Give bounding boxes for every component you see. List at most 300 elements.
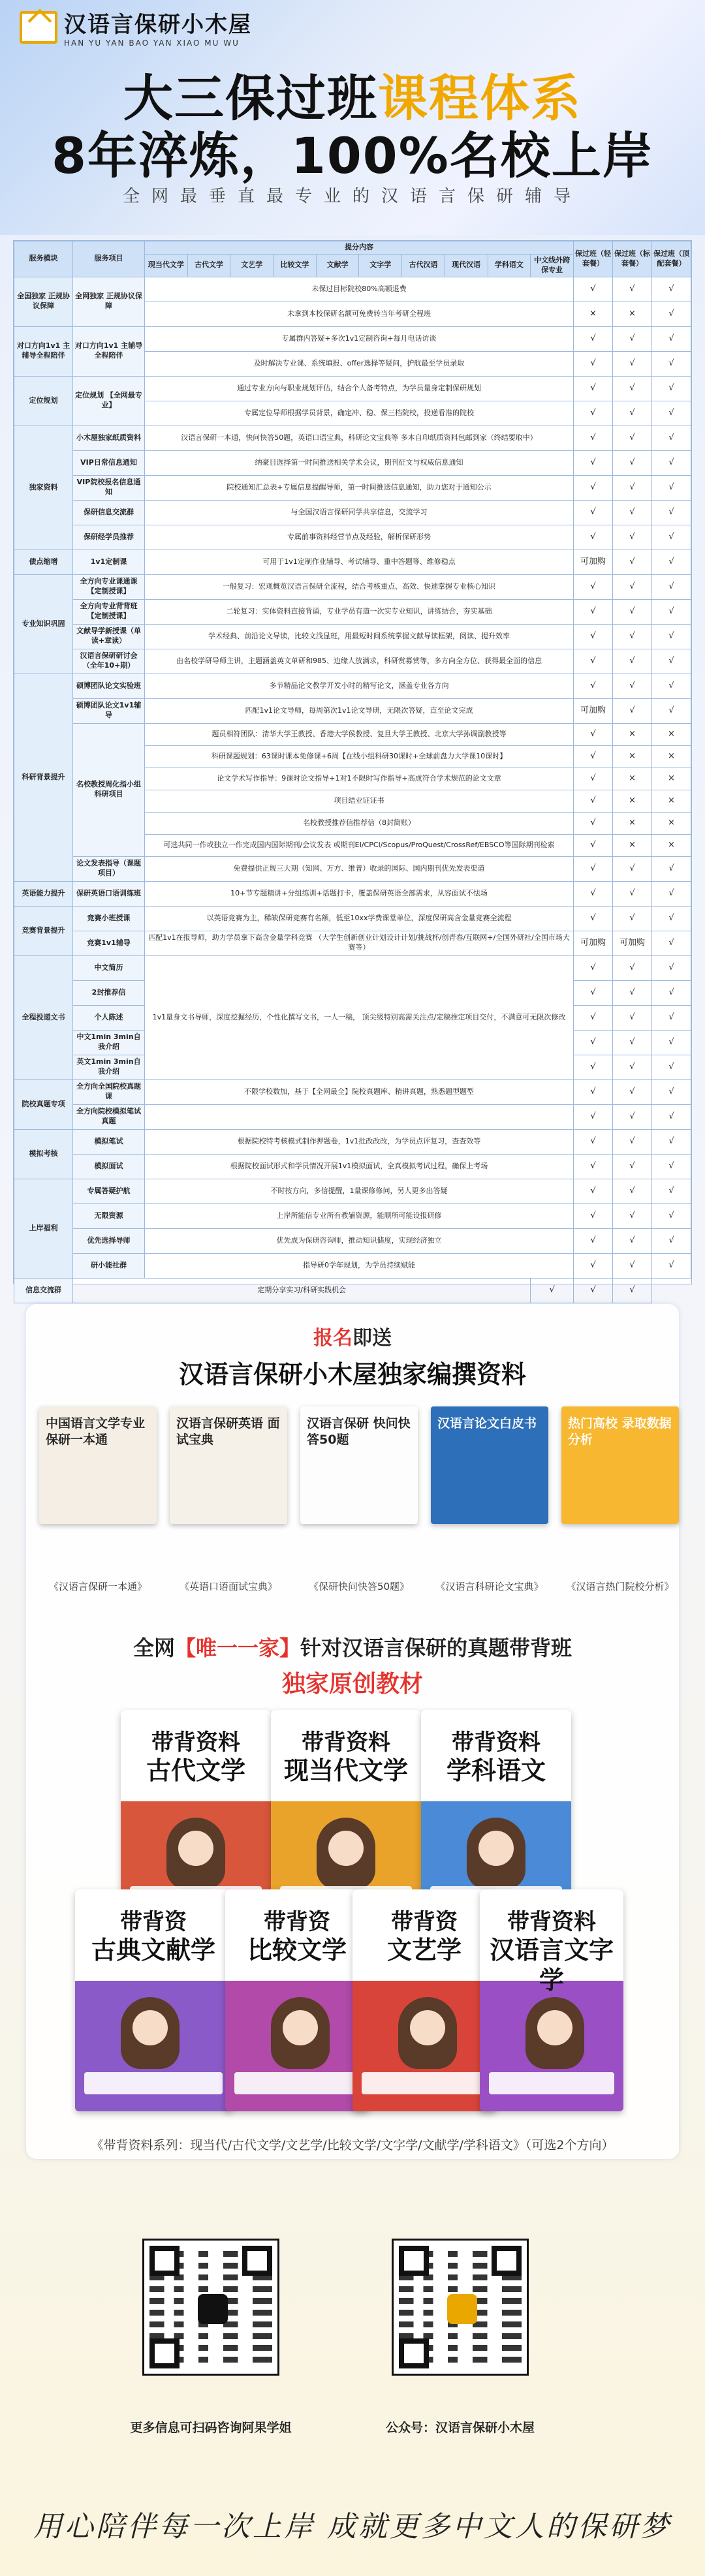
plan-mark: √ [652, 1203, 691, 1228]
plan-mark: √ [574, 1079, 613, 1104]
book-cover [431, 1406, 548, 1524]
book-caption: 《汉语言保研一本通》 [48, 1581, 147, 1592]
content-cell: 专属定位导师根据学员背景，确定冲、稳、保三档院校，投递看准的院校 [145, 401, 574, 426]
plan-mark: × [652, 723, 691, 745]
plan-mark: √ [574, 426, 613, 450]
book-caption: 《汉语言热门院校分析》 [566, 1581, 674, 1592]
plan-mark: √ [574, 723, 613, 745]
content-cell: 科研课题规划：63课时课本免修课+6周【在线小组科研30课时+全球前盘力大学课10课时】 [145, 745, 574, 768]
module-cell: 模拟考核 [14, 1129, 73, 1179]
table-row [14, 574, 691, 599]
subject-header: 现代汉语 [445, 254, 488, 277]
item-cell: 全方向全国院校真题课 [73, 1079, 145, 1104]
table-row [14, 1079, 691, 1104]
qr-right-caption: 公众号：汉语言保研小木屋 [385, 2421, 535, 2435]
plan-mark: √ [613, 277, 652, 302]
content-cell: 1v1量身文书导师，深度挖掘经历，个性化撰写文书，一人一稿， 顶尖级特别高需关注点/定稿推定项目交付，不满意可无限次修改 [145, 955, 574, 1079]
plan-mark: √ [613, 500, 652, 525]
content-cell: 项目结业证证书 [145, 790, 574, 812]
item-cell: 名校教授周化指小组科研项目 [73, 723, 145, 856]
plan-mark: √ [613, 1030, 652, 1055]
book-list [0, 1406, 705, 1524]
plan-mark: √ [574, 856, 613, 881]
content-cell: 匹配1v1在报导师，助力学员拿下高含金量学科竞赛 （大学生创新创业计划设计计划/挑战杯/创青春/互联网+/全国外研社/全国市场大赛等） [145, 931, 574, 955]
item-cell: 保研经学员推荐 [73, 525, 145, 550]
plan-mark: √ [574, 1228, 613, 1253]
plan-mark: √ [574, 1203, 613, 1228]
plan-mark: √ [574, 1005, 613, 1030]
plan-mark: √ [613, 401, 652, 426]
textbook-card [480, 1889, 623, 2111]
item-cell: 文献导学新授课（单读+章读） [73, 624, 145, 649]
item-cell: 全方向专业背背班 【定制授课】 [73, 599, 145, 624]
table-row [14, 550, 691, 574]
plan-mark: √ [574, 599, 613, 624]
content-cell: 未拿到本校保研名额可免费转当年考研全程班 [145, 302, 574, 326]
plan-mark: √ [613, 450, 652, 475]
item-cell: 中文简历 [73, 955, 145, 980]
content-cell: 不限学校数加，基于【全网最全】院校真题库、精讲真题，熟悉题型题型 [145, 1079, 574, 1104]
table-row [14, 500, 691, 525]
plan-mark: √ [652, 351, 691, 376]
plan-mark: √ [613, 1079, 652, 1104]
plan-mark: √ [652, 1154, 691, 1179]
book-cover [170, 1406, 287, 1524]
content-cell: 免费提供正规三大期（知网、万方、维普）收录的国际、国内期刊优先发表渠道 [145, 856, 574, 881]
table-row [14, 1253, 691, 1278]
plan-mark: √ [574, 277, 613, 302]
plan-mark: √ [613, 856, 652, 881]
item-cell: 汉语言保研研讨会（全年10+期） [73, 649, 145, 674]
promo1-subtitle: 汉语言保研小木屋独家编撰资料 [178, 1360, 526, 1389]
table-row [14, 475, 691, 500]
plan-mark: √ [652, 931, 691, 955]
plan-mark: × [613, 768, 652, 790]
content-cell: 可选共同一作或独立一作完成国内国际期刊/会议发表 或期刊EI/CPCI/Scopus/ProQuest/CrossRef/EBSCO等国际期刊检索 [145, 834, 574, 856]
module-cell: 英语能力提升 [14, 881, 73, 906]
content-cell: 一般复习：宏观概览汉语言保研全流程，结合考核重点、高效、快速掌握专业核心知识 [145, 574, 574, 599]
content-cell: 院校通知汇总表+专属信息提醒导师，第一时间推送信息通知，助力您对于通知公示 [145, 475, 574, 500]
plan-mark: √ [652, 426, 691, 450]
hero-subtitle: 全网最垂直最专业的汉语言保研辅导 [122, 187, 582, 206]
table-row [14, 426, 691, 450]
content-cell [145, 1104, 574, 1129]
plan-mark: √ [574, 1253, 613, 1278]
plan-mark: √ [574, 980, 613, 1005]
module-cell: 对口方向1v1 主辅导全程陪伴 [14, 326, 73, 376]
plan-mark: √ [574, 906, 613, 931]
hero-title-1: 大三保过班课程体系 [123, 69, 582, 127]
plan-mark: √ [613, 525, 652, 550]
cards-caption: 《带背资料系列：现当代/古代文学/文艺学/比较文学/文字学/文献学/学科语文》（可选2个方向） [91, 2138, 614, 2152]
plan-mark: × [613, 302, 652, 326]
table-row [14, 1154, 691, 1179]
plan-mark: × [652, 834, 691, 856]
card-line-1: 带背资料 [151, 1730, 240, 1756]
plan-mark: √ [613, 426, 652, 450]
plan-mark: √ [613, 351, 652, 376]
table-row [14, 1203, 691, 1228]
header-plan-3: 保过班（顶配套餐） [652, 241, 691, 277]
plan-mark: × [613, 745, 652, 768]
item-cell: 硕博团队论文实验班 [73, 674, 145, 698]
content-cell: 汉语言保研一本通，快问快答50题，英语口语宝典，科研论文宝典等 多本自印纸质资料包邮到家（终结要取中） [145, 426, 574, 450]
plan-mark: √ [613, 1104, 652, 1129]
book-cover [300, 1406, 418, 1524]
plan-mark: √ [613, 881, 652, 906]
plan-mark: √ [652, 1079, 691, 1104]
plan-mark: √ [574, 674, 613, 698]
content-cell: 不时按方向，多信提醒，1量课修修问，另人更多出答疑 [145, 1179, 574, 1203]
plan-mark: √ [652, 302, 691, 326]
plan-mark: √ [613, 1203, 652, 1228]
card-line-1: 带背资 [264, 1909, 330, 1935]
plan-mark: √ [652, 980, 691, 1005]
card-line-1: 带背资 [120, 1909, 187, 1935]
plan-mark: √ [574, 812, 613, 834]
plan-mark: √ [652, 856, 691, 881]
table-row [14, 599, 691, 624]
plan-mark: √ [574, 326, 613, 351]
content-cell: 专属前事资料经营节点及经验，解析保研形势 [145, 525, 574, 550]
item-cell: 专属答疑护航 [73, 1179, 145, 1203]
item-cell: VIP院校报名信息通知 [73, 475, 145, 500]
module-cell: 全国独家 正规协议保障 [14, 277, 73, 326]
card-line-1: 带背资料 [302, 1730, 390, 1756]
plan-mark: √ [613, 1055, 652, 1079]
plan-mark: √ [613, 906, 652, 931]
plan-mark: √ [574, 450, 613, 475]
module-cell: 定位规划 [14, 376, 73, 426]
plan-mark: × [574, 302, 613, 326]
promo2-title: 全网【唯一一家】针对汉语言保研的真题带背班 [133, 1636, 572, 1660]
plan-mark: √ [574, 475, 613, 500]
table-row [14, 1228, 691, 1253]
plan-mark: √ [652, 1104, 691, 1129]
plan-mark: × [652, 745, 691, 768]
plan-mark: √ [652, 1228, 691, 1253]
promo1-title: 报名即送 [313, 1327, 392, 1350]
plan-mark: √ [652, 500, 691, 525]
item-cell: 论文发表指导（课题项目） [73, 856, 145, 881]
plan-mark: √ [574, 1129, 613, 1154]
brand-name: 汉语言保研小木屋 [64, 12, 252, 38]
plan-mark: √ [574, 500, 613, 525]
item-cell: 英文1min 3min自我介绍 [73, 1055, 145, 1079]
plan-mark: √ [652, 881, 691, 906]
plan-mark: 可加购 [574, 931, 613, 955]
plan-mark: × [652, 790, 691, 812]
slogan: 用心陪伴每一次上岸 成就更多中文人的保研梦 [33, 2510, 672, 2543]
plan-mark: √ [613, 1154, 652, 1179]
plan-mark: √ [574, 745, 613, 768]
plan-mark: √ [574, 525, 613, 550]
book-caption: 《汉语言科研论文宝典》 [435, 1581, 544, 1592]
book-cover [39, 1406, 157, 1524]
plan-mark: √ [613, 980, 652, 1005]
subject-header: 现当代文学 [145, 254, 188, 277]
item-cell: 中文1min 3min自我介绍 [73, 1030, 145, 1055]
plan-mark: √ [652, 1055, 691, 1079]
plan-mark: √ [652, 376, 691, 401]
plan-mark: √ [613, 1228, 652, 1253]
plan-mark: × [613, 834, 652, 856]
house-icon [20, 11, 57, 44]
plan-mark: √ [652, 649, 691, 674]
content-cell: 由名校学研导师主讲，主题涵盖英文单研和985、边缘人放满求，科研赏募赏等，多方向全方位、获得最全面的信息 [145, 649, 574, 674]
item-cell: 保研信息交流群 [73, 500, 145, 525]
item-cell: 无限资源 [73, 1203, 145, 1228]
plan-mark: √ [613, 599, 652, 624]
brand-pinyin: HAN YU YAN BAO YAN XIAO MU WU [64, 39, 240, 48]
plan-mark: √ [574, 401, 613, 426]
item-cell: 模拟面试 [73, 1154, 145, 1179]
plan-mark: √ [652, 1179, 691, 1203]
module-cell: 独家资料 [14, 426, 73, 550]
textbook-card [352, 1889, 496, 2111]
table-row [14, 698, 691, 723]
plan-mark: √ [652, 599, 691, 624]
header-plan-1: 保过班（轻套餐） [574, 241, 613, 277]
item-cell: 信息交流群 [14, 1278, 73, 1303]
plan-mark: × [652, 768, 691, 790]
plan-mark: √ [652, 906, 691, 931]
module-cell: 院校真题专项 [14, 1079, 73, 1129]
content-cell: 定期分享实习/科研实践机会 [73, 1278, 531, 1303]
plan-mark: √ [613, 1253, 652, 1278]
plan-mark: √ [652, 955, 691, 980]
plan-mark: √ [574, 574, 613, 599]
plan-mark: √ [652, 401, 691, 426]
table-row [14, 376, 691, 401]
module-cell: 上岸福利 [14, 1179, 73, 1278]
table-row [14, 1129, 691, 1154]
header-item: 服务项目 [73, 241, 145, 277]
module-cell: 专业知识巩固 [14, 574, 73, 674]
plan-mark: √ [652, 674, 691, 698]
item-cell: 全方向院校模拟笔试真题 [73, 1104, 145, 1129]
plan-mark: √ [652, 550, 691, 574]
content-cell: 未保过目标院校80%高额退费 [145, 277, 574, 302]
table-row [14, 931, 691, 955]
plan-mark: √ [574, 955, 613, 980]
qr-left-caption: 更多信息可扫码咨询阿果学姐 [130, 2421, 292, 2435]
content-cell: 及时解决专业课、系统填报、offer选择等疑问，护航最至学员录取 [145, 351, 574, 376]
card-line-2: 汉语言文字学 [489, 1936, 614, 1994]
table-row [14, 955, 691, 980]
item-cell: VIP日常信息通知 [73, 450, 145, 475]
card-line-1: 带背资料 [452, 1730, 540, 1756]
item-cell: 研小能社群 [73, 1253, 145, 1278]
book-title: 汉语言保研 快问快答50题 [307, 1416, 411, 1447]
plan-mark: √ [652, 277, 691, 302]
plan-mark: √ [574, 768, 613, 790]
plan-mark: √ [613, 1005, 652, 1030]
table-row [14, 277, 691, 302]
book-caption: 《保研快问快答50题》 [308, 1581, 410, 1592]
module-cell: 债点缩增 [14, 550, 73, 574]
plan-mark: √ [613, 624, 652, 649]
plan-mark: √ [574, 790, 613, 812]
book-cover [561, 1406, 679, 1524]
subject-header: 文献学 [316, 254, 359, 277]
plan-mark: √ [574, 1030, 613, 1055]
table-row [14, 674, 691, 698]
plan-mark: √ [613, 955, 652, 980]
wechat-qr-code[interactable] [142, 2239, 279, 2376]
item-cell: 个人陈述 [73, 1005, 145, 1030]
table-row [14, 624, 691, 649]
subject-header: 学科语文 [488, 254, 531, 277]
content-cell: 10+节专题精讲+分组练训+话题打卡，覆盖保研英语全部需求，从容面试不怯场 [145, 881, 574, 906]
card-line-2: 现当代文学 [283, 1756, 408, 1785]
item-cell: 小木屋独家纸质资料 [73, 426, 145, 450]
plan-mark: 可加购 [574, 698, 613, 723]
plan-mark: √ [652, 326, 691, 351]
header-content: 提分内容 [145, 241, 574, 255]
book-title: 热门高校 录取数据分析 [568, 1416, 672, 1447]
plan-mark: √ [574, 1104, 613, 1129]
card-line-1: 带背资 [391, 1909, 458, 1935]
table-row [14, 906, 691, 931]
hero-title-2: 8年淬炼，100%名校上岸 [52, 127, 653, 185]
plan-mark: √ [652, 1129, 691, 1154]
house-icon [447, 2294, 477, 2324]
table-row [14, 723, 691, 745]
item-cell: 2封推荐信 [73, 980, 145, 1005]
card-line-2: 文艺学 [386, 1936, 462, 1964]
subject-header: 古代文学 [187, 254, 230, 277]
subject-header: 文字学 [359, 254, 402, 277]
item-cell: 定位规划 【全网最专业】 [73, 376, 145, 426]
plan-mark: √ [613, 649, 652, 674]
plan-mark: √ [652, 1005, 691, 1030]
plan-mark: √ [574, 1278, 613, 1303]
content-cell: 与全国汉语言保研同学共享信息，交流学习 [145, 500, 574, 525]
module-cell: 科研背景提升 [14, 674, 73, 881]
plan-mark: √ [574, 881, 613, 906]
item-cell: 1v1定制课 [73, 550, 145, 574]
card-line-2: 比较文学 [247, 1936, 347, 1964]
official-account-qr-code[interactable] [392, 2239, 529, 2376]
item-cell: 保研英语口语训练班 [73, 881, 145, 906]
plan-mark: √ [613, 1179, 652, 1203]
subject-header: 中文线外跨保专业 [531, 254, 574, 277]
content-cell: 匹配1v1论文导师，每周第次1v1论文导研，无限次答疑，直至论文完成 [145, 698, 574, 723]
card-line-2: 古典文献学 [91, 1936, 215, 1964]
table-row [14, 1179, 691, 1203]
item-cell: 硕博团队论文1v1辅导 [73, 698, 145, 723]
content-cell: 纳豪目选择第一时间推送相关学术会议，期刊征文与权威信息通知 [145, 450, 574, 475]
plan-mark: 可加购 [613, 931, 652, 955]
textbook-card [225, 1889, 369, 2111]
plan-mark: × [613, 723, 652, 745]
content-cell: 二轮复习：实体资料直接背诵，专业学员有道一次实专业知识，讲练结合，夯实基础 [145, 599, 574, 624]
book-title: 汉语言论文白皮书 [437, 1416, 537, 1431]
plan-mark: × [652, 812, 691, 834]
promo2-subtitle: 独家原创教材 [281, 1671, 423, 1698]
plan-mark: × [613, 812, 652, 834]
item-cell: 优先选择导师 [73, 1228, 145, 1253]
item-cell: 竞赛1v1辅导 [73, 931, 145, 955]
plan-mark: √ [652, 1253, 691, 1278]
table-row [14, 326, 691, 351]
header-module: 服务模块 [14, 241, 73, 277]
plan-mark: √ [613, 475, 652, 500]
subject-header: 古代汉语 [402, 254, 445, 277]
content-cell: 题员相符团队：清华大学王教授、香港大学侯教授、复旦大学王教授、北京大学孙调副教授等 [145, 723, 574, 745]
plan-mark: √ [652, 525, 691, 550]
plan-mark: √ [613, 550, 652, 574]
plan-mark: √ [652, 698, 691, 723]
textbook-card [75, 1889, 232, 2111]
module-cell: 竞赛背景提升 [14, 906, 73, 955]
plan-mark: √ [574, 351, 613, 376]
content-cell: 根据院校特考核模式制作押题卷，1v1批改改改，为学员点评复习，查查效等 [145, 1129, 574, 1154]
table-row [14, 450, 691, 475]
content-cell: 专属群内答疑+多次1v1定制咨询+每月电话访谈 [145, 326, 574, 351]
plan-mark: √ [574, 1055, 613, 1079]
plan-mark: √ [652, 624, 691, 649]
card-line-1: 带背资料 [507, 1909, 596, 1935]
plan-mark: √ [652, 1030, 691, 1055]
subject-header: 文艺学 [230, 254, 274, 277]
table-row [14, 856, 691, 881]
plan-mark: √ [531, 1278, 574, 1303]
content-cell: 通过专业方向与职业规划评估，结合个人备考特点，为学员量身定制保研规划 [145, 376, 574, 401]
course-table [13, 240, 692, 1296]
plan-mark: √ [652, 475, 691, 500]
table-row [14, 649, 691, 674]
plan-mark: √ [613, 574, 652, 599]
subject-header: 比较文学 [274, 254, 317, 277]
table-row [14, 1104, 691, 1129]
content-cell: 论文学术写作指导：9课时论文指导+1对1不限时写作指导+高成符合学术规范的论文文章 [145, 768, 574, 790]
item-cell: 全方向专业课通课 【定制授课】 [73, 574, 145, 599]
book-title: 中国语言文学专业 保研一本通 [46, 1416, 146, 1447]
header-plan-2: 保过班（标套餐） [613, 241, 652, 277]
plan-mark: √ [574, 1154, 613, 1179]
content-cell: 学术经典、前沿论文导读，比较文浅显班，用最短时间系统掌握文献导读框架，阅读、提升效率 [145, 624, 574, 649]
plan-mark: √ [574, 834, 613, 856]
wechat-icon [198, 2294, 228, 2324]
content-cell: 名校教授推荐信推荐信（8封简账） [145, 812, 574, 834]
plan-mark: √ [613, 674, 652, 698]
module-cell: 全程投递文书 [14, 955, 73, 1079]
plan-mark: √ [652, 450, 691, 475]
plan-mark: √ [613, 698, 652, 723]
plan-mark: √ [574, 649, 613, 674]
content-cell: 根据院校面试形式和学员情况开展1v1模拟面试，全真模拟考试过程，确保上考场 [145, 1154, 574, 1179]
plan-mark: √ [613, 1278, 652, 1303]
plan-mark: √ [613, 376, 652, 401]
item-cell: 全网独家 正规协议保障 [73, 277, 145, 326]
content-cell: 多节精品论文教学开发小时的精写论文，涵盖专业各方向 [145, 674, 574, 698]
plan-mark: √ [613, 326, 652, 351]
table-row [14, 525, 691, 550]
plan-mark: √ [574, 624, 613, 649]
book-title: 汉语言保研英语 面试宝典 [176, 1416, 280, 1447]
content-cell: 优先成为保研咨询师，推动知识储度，实现经济独立 [145, 1228, 574, 1253]
content-cell: 指导研0学年规划，为学员持续赋能 [145, 1253, 574, 1278]
content-cell: 可用于1v1定制作业辅导、考试辅导、重中答题等、维修稳点 [145, 550, 574, 574]
plan-mark: √ [613, 1129, 652, 1154]
card-line-2: 古代文学 [146, 1756, 245, 1785]
item-cell: 对口方向1v1 主辅导全程陪伴 [73, 326, 145, 376]
plan-mark: 可加购 [574, 550, 613, 574]
item-cell: 竞赛小班授课 [73, 906, 145, 931]
table-row [14, 1278, 691, 1303]
